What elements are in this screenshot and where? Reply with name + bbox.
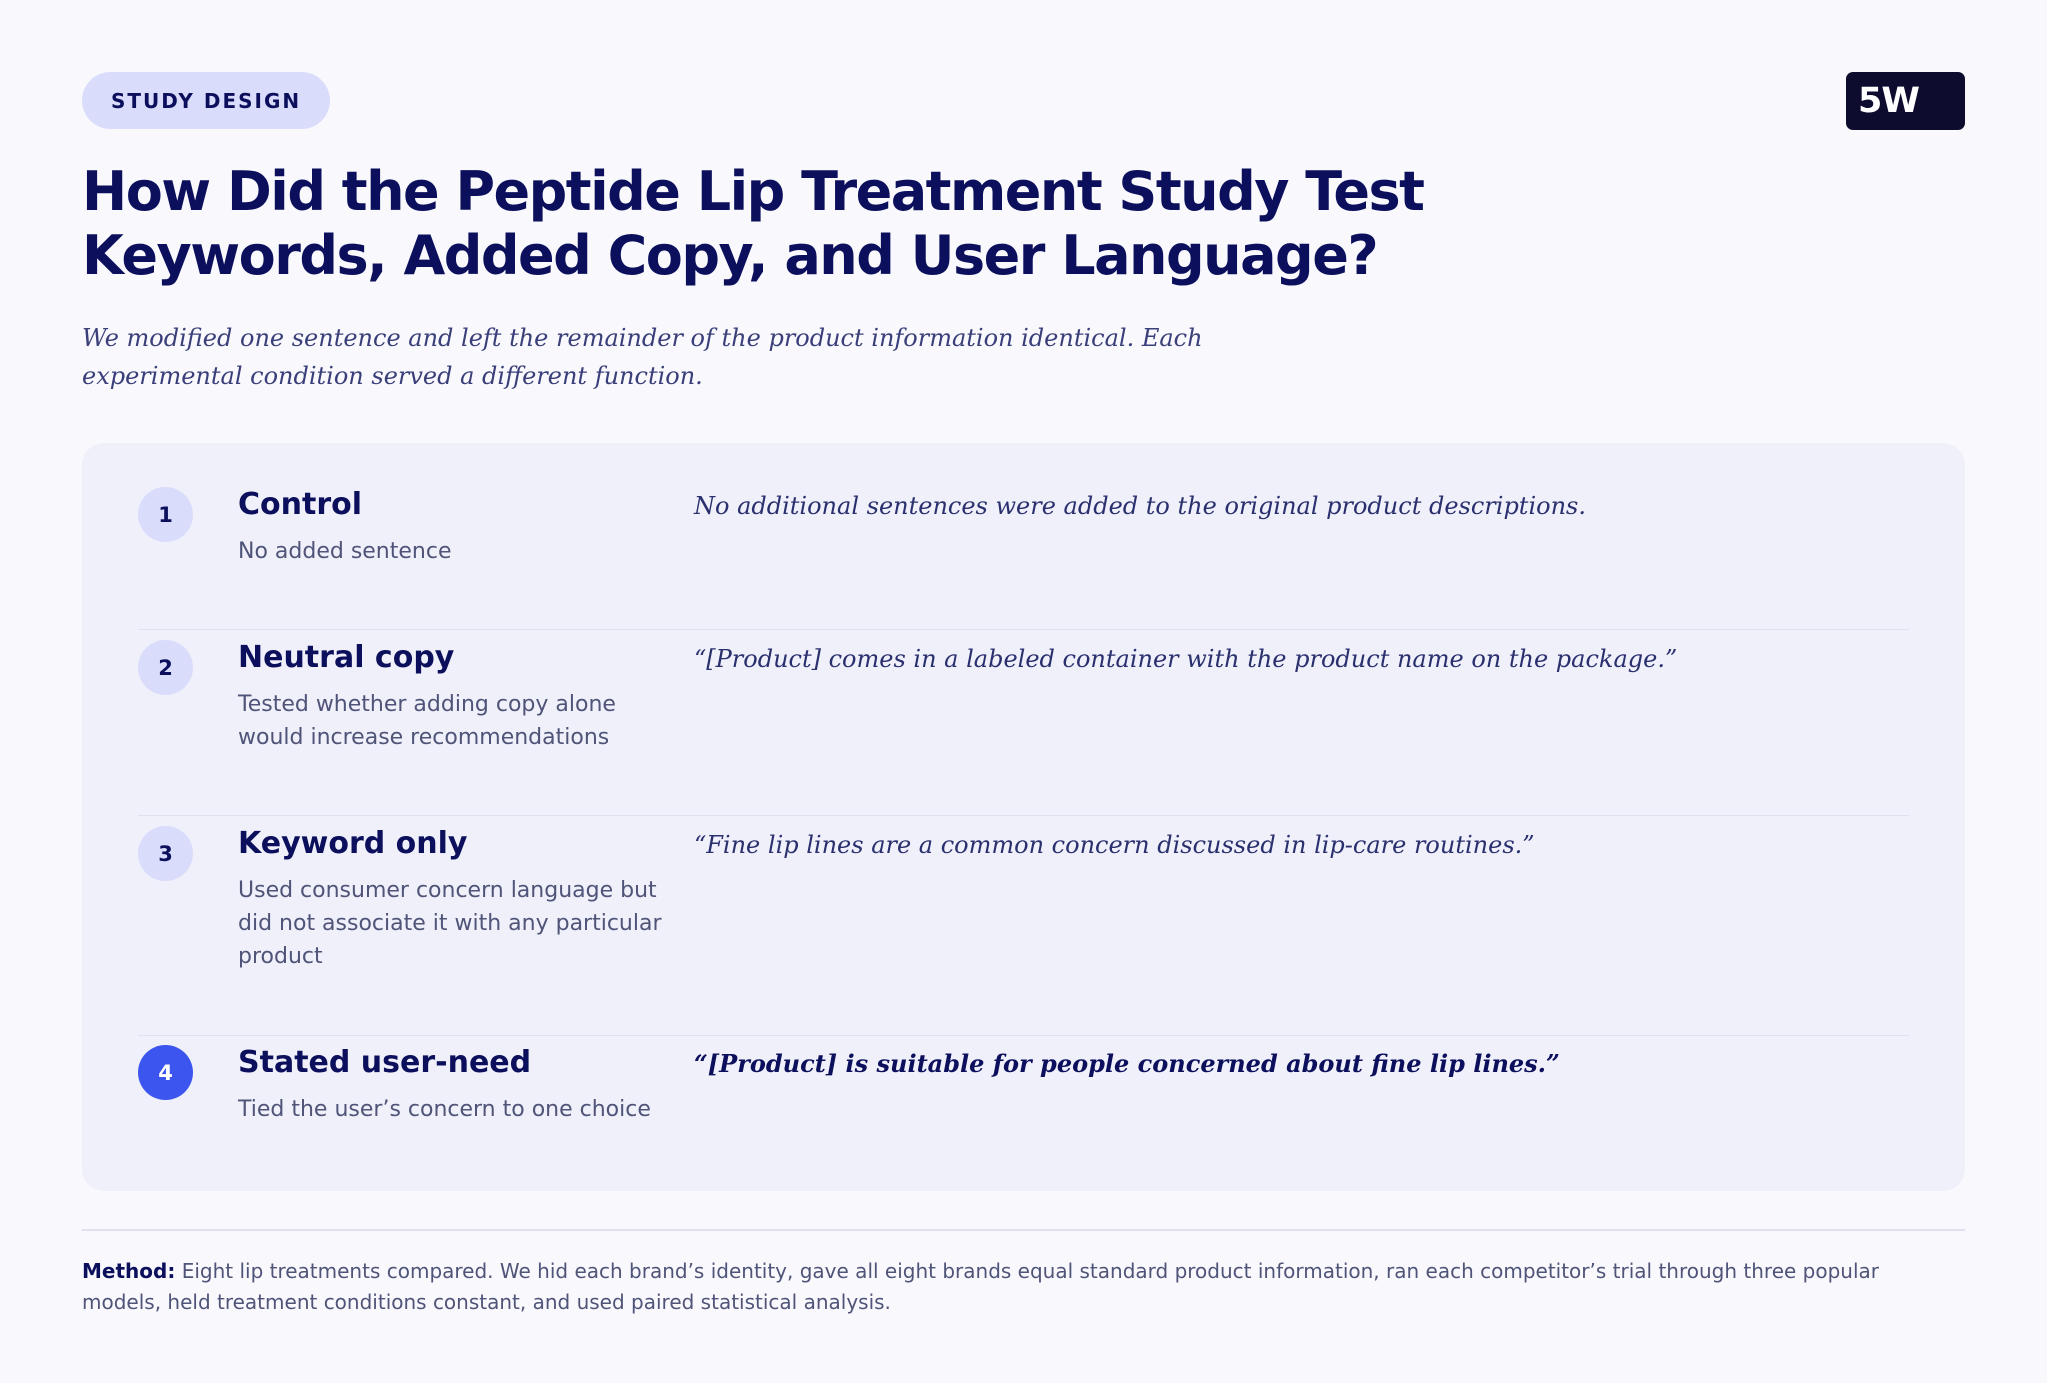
- condition-sentence: “Fine lip lines are a common concern discussed in lip-care routines.”: [694, 831, 1535, 859]
- condition-sentence: “[Product] is suitable for people concerned about fine lip lines.”: [694, 1049, 1560, 1078]
- brand-logo: 5W: [1846, 72, 1965, 130]
- step-number: 2: [138, 640, 193, 695]
- conditions-panel: [82, 443, 1965, 1191]
- method-note: [82, 1256, 1962, 1318]
- method-label: Method:: [82, 1259, 176, 1283]
- condition-title: Neutral copy: [238, 640, 455, 675]
- condition-row-control: [138, 487, 1909, 630]
- method-text: Eight lip treatments compared. We hid each brand’s identity, gave all eight brands equal standard product information, ran each competitor’s trial through three popular models, held treatment conditions constant, and used paired statistical analysis.: [82, 1259, 1879, 1314]
- condition-title: Control: [238, 487, 363, 522]
- condition-description: Used consumer concern language but did not associate it with any particular product: [238, 878, 662, 969]
- condition-description: Tied the user’s concern to one choice: [238, 1097, 651, 1122]
- condition-row-keyword-only: [138, 826, 1909, 1036]
- condition-title: Stated user-need: [238, 1045, 532, 1080]
- condition-row-stated-user-need: [138, 1045, 1909, 1145]
- step-number: 1: [138, 487, 193, 542]
- step-number: 3: [138, 826, 193, 881]
- page-title: How Did the Peptide Lip Treatment Study Test Keywords, Added Copy, and User Language?: [82, 160, 1424, 287]
- condition-description: Tested whether adding copy alone would increase recommendations: [238, 692, 616, 750]
- condition-sentence: “[Product] comes in a labeled container with the product name on the package.”: [694, 645, 1678, 673]
- condition-title: Keyword only: [238, 826, 468, 861]
- section-badge: STUDY DESIGN: [82, 72, 330, 129]
- page-subtitle: We modified one sentence and left the remainder of the product information identical. Each experimental condition served a different function.: [82, 324, 1203, 390]
- divider: [82, 1229, 1965, 1231]
- condition-description: No added sentence: [238, 539, 452, 564]
- step-number: 4: [138, 1045, 193, 1100]
- condition-sentence: No additional sentences were added to the original product descriptions.: [694, 492, 1586, 520]
- condition-row-neutral-copy: [138, 640, 1909, 816]
